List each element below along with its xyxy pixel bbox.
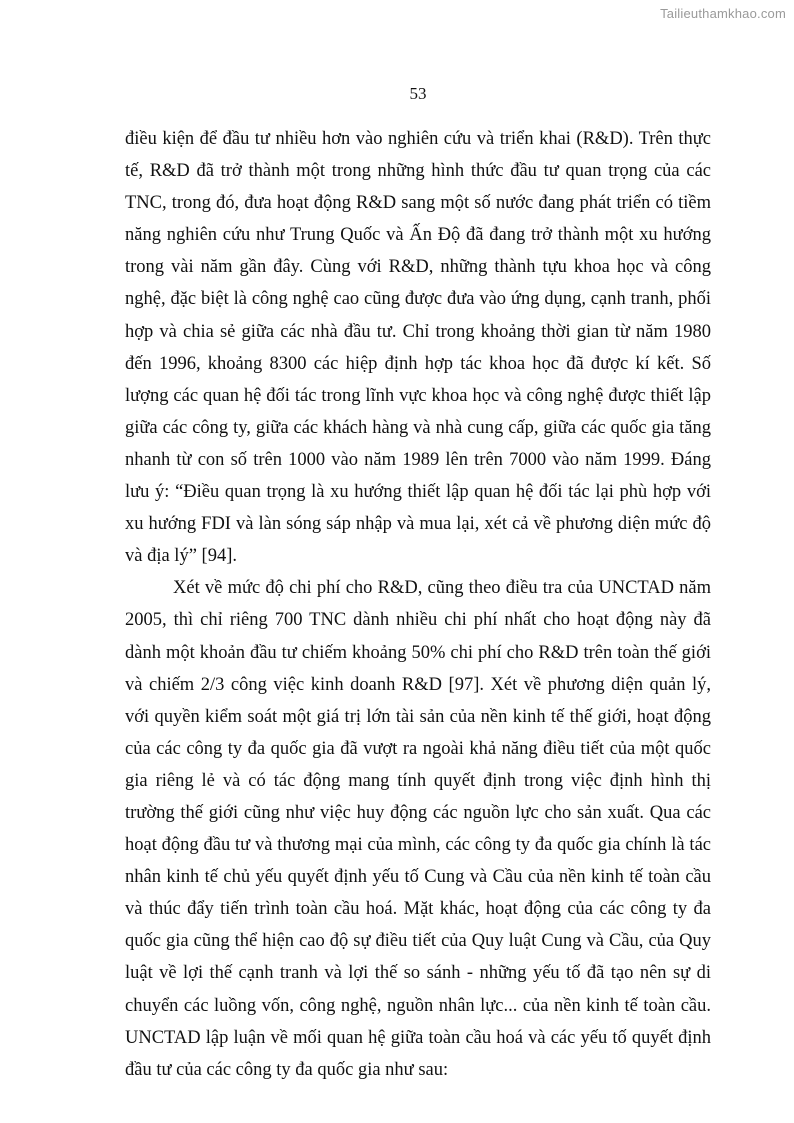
paragraph-rd-costs: Xét về mức độ chi phí cho R&D, cũng theo điều tra của UNCTAD năm 2005, thì chỉ riêng 700 TNC dành nhiều chi phí nhất cho hoạt động này đã dành một khoản đầu tư chiếm khoảng 50% chi phí cho R&D trên toàn thế giới và chiếm 2/3 công việc kinh doanh R&D [97]. Xét về phương diện quản lý, với quyền kiểm soát một giá trị lớn tài sản của nền kinh tế thế giới, hoạt động của các công ty đa quốc gia đã vượt ra ngoài khả năng điều tiết của một quốc gia riêng lẻ và có tác động mang tính quyết định trong việc định hình thị trường thế giới cũng như việc huy động các nguồn lực cho sản xuất. Qua các hoạt động đầu tư và thương mại của mình, các công ty đa quốc gia chính là tác nhân kinh tế chủ yếu quyết định yếu tố Cung và Cầu của nền kinh tế toàn cầu và thúc đẩy tiến trình toàn cầu hoá. Mặt khác, hoạt động của các công ty đa quốc gia cũng thể hiện cao độ sự điều tiết của Quy luật Cung và Cầu, của Quy luật về lợi thế cạnh tranh và lợi thế so sánh - những yếu tố đã tạo nên sự di chuyển các luồng vốn, công nghệ, nguồn nhân lực... của nền kinh tế toàn cầu. UNCTAD lập luận về mối quan hệ giữa toàn cầu hoá và các yếu tố quyết định đầu tư của các công ty đa quốc gia như sau: bbox=[125, 578, 711, 1080]
document-body bbox=[125, 123, 711, 1086]
paragraph-continuation: điều kiện để đầu tư nhiều hơn vào nghiên cứu và triển khai (R&D). Trên thực tế, R&D đã trở thành một trong những hình thức đầu tư quan trọng của các TNC, trong đó, đưa hoạt động R&D sang một số nước đang phát triển có tiềm năng nghiên cứu như Trung Quốc và Ấn Độ đã đang trở thành một xu hướng trong vài năm gần đây. Cùng với R&D, những thành tựu khoa học và công nghệ, đặc biệt là công nghệ cao cũng được đưa vào ứng dụng, cạnh tranh, phối hợp và chia sẻ giữa các nhà đầu tư. Chỉ trong khoảng thời gian từ năm 1980 đến 1996, khoảng 8300 các hiệp định hợp tác khoa học đã được kí kết. Số lượng các quan hệ đối tác trong lĩnh vực khoa học và công nghệ được thiết lập giữa các công ty, giữa các khách hàng và nhà cung cấp, giữa các quốc gia tăng nhanh từ con số trên 1000 vào năm 1989 lên trên 7000 vào năm 1999. Đáng lưu ý: “Điều quan trọng là xu hướng thiết lập quan hệ đối tác lại phù hợp với xu hướng FDI và làn sóng sáp nhập và mua lại, xét cả về phương diện mức độ và địa lý” [94]. bbox=[125, 129, 711, 567]
watermark: Tailieuthamkhao.com bbox=[660, 6, 786, 21]
page-number: 53 bbox=[409, 84, 427, 103]
